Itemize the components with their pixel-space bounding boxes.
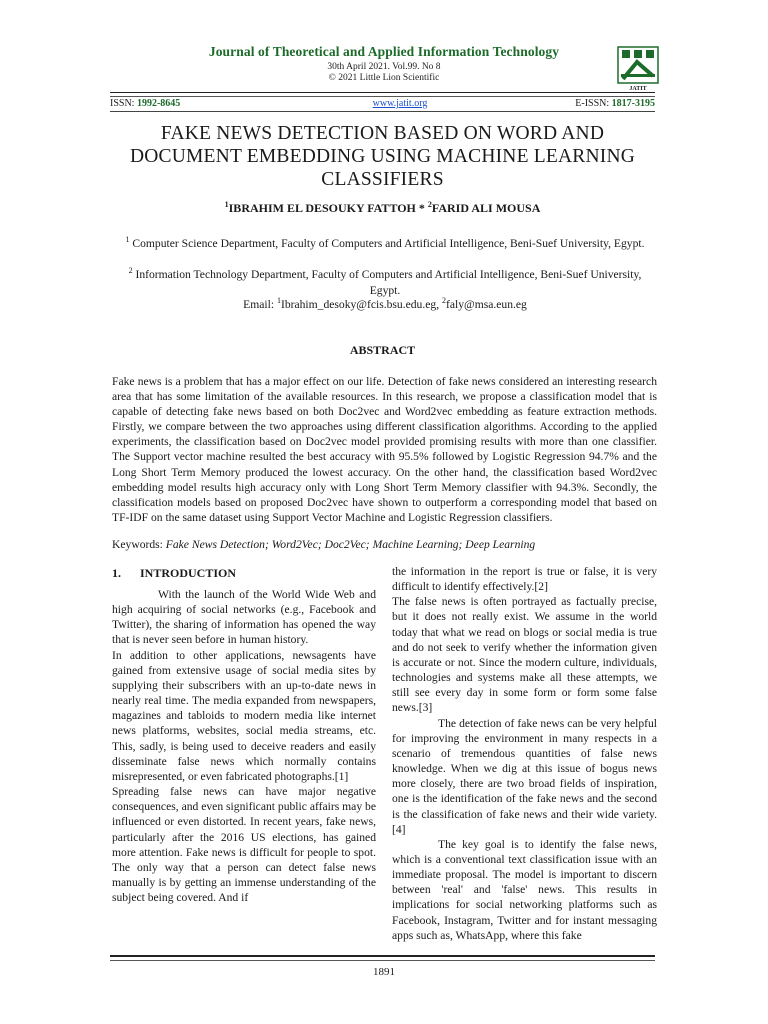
email-prefix: Email: (243, 298, 277, 311)
email2[interactable]: faly@msa.eun.eg (446, 298, 527, 311)
email1-sup: 1 (276, 296, 281, 306)
header-bottom-rule (110, 111, 655, 112)
paragraph: The key goal is to identify the false news, which is a conventional text classification issue with an immediate proposal. The model is important to discern between 'real' and 'false' news. This results in implications for social networking platforms such as Facebook, Instagram, Twitter and for instant messaging apps such as, WhatsApp, where this fake (392, 837, 657, 942)
author2-sup: 2 (427, 200, 432, 209)
eissn-value: 1817-3195 (611, 98, 655, 109)
right-column (392, 564, 657, 943)
abstract-text: Fake news is a problem that has a major effect on our life. Detection of fake news considered an interesting research area that has some limitation of the available resources. In this research, we propose a classification model that is capable of detecting fake news based on both Doc2vec and Word2vec embedding as feature extraction methods. Firstly, we compare between the two approaches using different classification algorithms. According to the applied experiments, the classification based on Doc2vec model provided promising results with more than one classifier. The Support vector machine resulted the best accuracy with 95.5% followed by Logistic Regression 94.7% and the Long Short Term Memory produced the lowest accuracy. On the other hand, the classification based Word2vec embedding model results high accuracy only with Long Short Term Memory classifier with 94.3%. Secondly, the classification models based on proposed Doc2vec have shown to outperform a corresponding model that based on TF-IDF on the same dataset using Support Vector Machine and Logistic Regression classifiers. (112, 375, 657, 524)
aff1-text: Computer Science Department, Faculty of Computers and Artificial Intelligence, Beni-Suef University, Egypt. (129, 237, 645, 250)
paragraph: With the launch of the World Wide Web and high acquiring of social networks (e.g., Facebook and Twitter), the sharing of information has opened the way that is never seen before in human history. (112, 588, 376, 647)
issn-label: ISSN: (110, 98, 137, 109)
section-title: INTRODUCTION (140, 566, 237, 580)
website-link[interactable]: www.jatit.org (372, 98, 428, 109)
aff2-text: Information Technology Department, Faculty of Computers and Artificial Intelligence, Beni-Suef University, Egypt. (132, 268, 642, 297)
paragraph: Spreading false news can have major negative consequences, and even significant public affairs may be influenced or even distorted. In recent years, fake news, particularly after the 2016 US elections, has gained more attention. Fake news is difficult for people to spot. The only way that a person can detect false news manually is by getting an immense understanding of the subject being covered. And if (112, 785, 376, 905)
keywords-list: Fake News Detection; Word2Vec; Doc2Vec; Machine Learning; Deep Learning (165, 538, 536, 551)
section-number: 1. (112, 566, 121, 580)
email2-sup: 2 (442, 296, 446, 306)
issn-value: 1992-8645 (136, 98, 181, 109)
paragraph: The detection of fake news can be very helpful for improving the environment in many respects in a scenario of tremendous quantities of false news knowledge. When we dig at this issue of bogus news more closely, there are two broad fields of inspiration, one is the identification of the fake news and the second is the classification of fake news and their wide variety.[4] (392, 716, 657, 836)
affiliation-2 (120, 267, 650, 299)
copyright: © 2021 Little Lion Scientific (328, 73, 440, 83)
left-column (112, 587, 376, 905)
paragraph: the information in the report is true or false, it is very difficult to identify effectively.[2] (392, 565, 657, 594)
logo-label: JATIT (629, 86, 647, 92)
footer-rule (110, 955, 655, 957)
affiliation-1 (120, 236, 650, 252)
header-rule (110, 92, 655, 93)
keywords (112, 537, 657, 552)
section-heading (112, 566, 236, 581)
issn (110, 98, 180, 109)
eissn-label: E-ISSN: (575, 98, 612, 109)
author1-sup: 1 (224, 200, 229, 209)
author2: FARID ALI MOUSA (431, 201, 541, 215)
jatit-logo-icon (617, 46, 659, 88)
eissn (575, 98, 655, 109)
email1[interactable]: Ibrahim_desoky@fcis.bsu.edu.eg, (280, 298, 442, 311)
page-number: 1891 (373, 966, 395, 978)
paragraph: In addition to other applications, newsagents have gained from extensive usage of social media sites by supplying their subscribers with an up-to-date news in nearly real time. The media expanded from newspapers, magazines and tabloids to modern media like internet news platforms, websites, social media streams, etc. This, sadly, is being used to deceive readers and easily disseminate false news which normally contains misrepresented, or even fabricated photographs.[1] (112, 648, 376, 783)
issue-info: 30th April 2021. Vol.99. No 8 (327, 62, 441, 72)
aff2-sup: 2 (128, 266, 133, 276)
authors (110, 201, 655, 216)
header-rule-thin (110, 96, 655, 97)
abstract-heading: ABSTRACT (349, 343, 416, 357)
paragraph: The false news is often portrayed as factually precise, but it does not really exist. We assume in the world today that what we read on blogs or social media is true and do not seek to verify whether the information given is accurate or not. Since the modern culture, individuals, technologies and systems make all these attempts, we still see every day in some form or form some false news.[3] (392, 595, 657, 715)
keywords-label: Keywords: (112, 538, 166, 551)
paper-title: FAKE NEWS DETECTION BASED ON WORD AND DOCUMENT EMBEDDING USING MACHINE LEARNING CLASSIFIERS (129, 123, 636, 190)
journal-title: Journal of Theoretical and Applied Information Technology (208, 44, 560, 59)
author1: IBRAHIM EL DESOUKY FATTOH * (228, 201, 428, 215)
aff1-sup: 1 (125, 235, 130, 245)
email-line (120, 297, 650, 313)
footer-rule-thin (110, 960, 655, 961)
